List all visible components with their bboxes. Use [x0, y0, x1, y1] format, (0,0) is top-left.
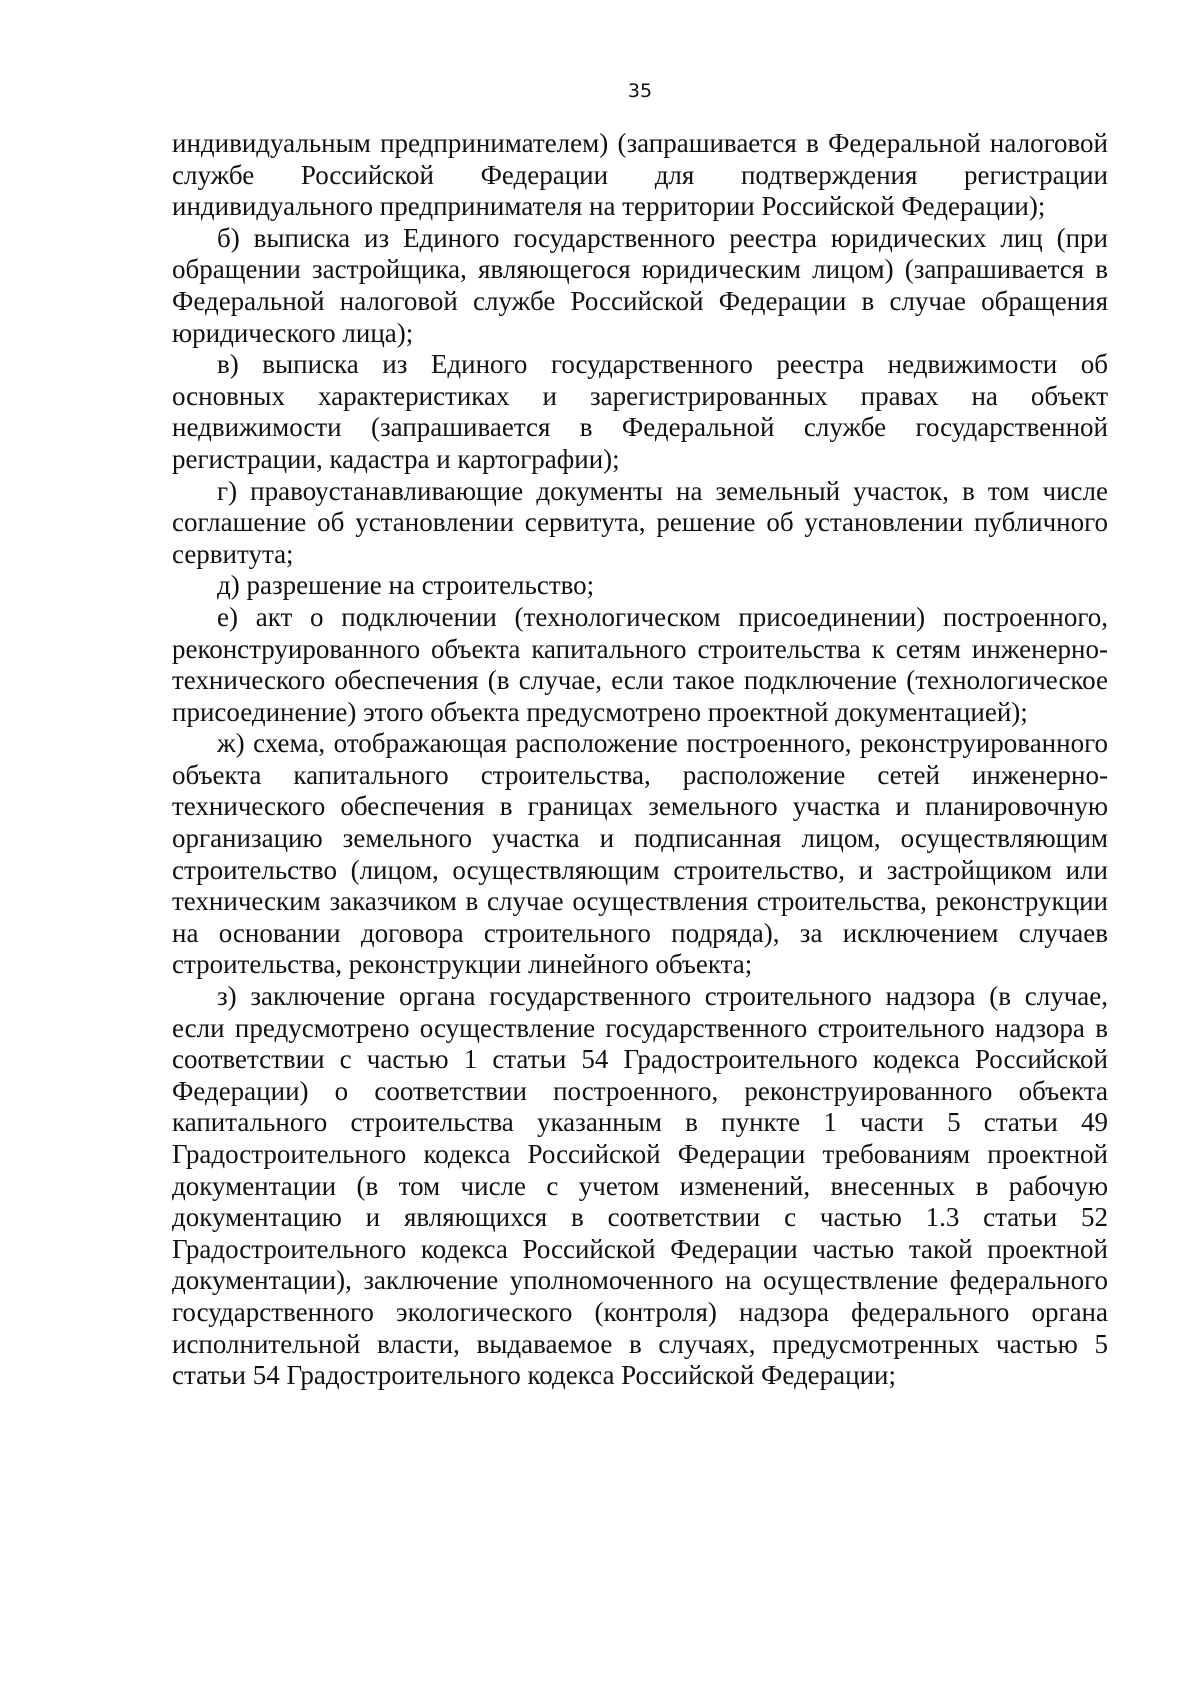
paragraph-continuation: индивидуальным предпринимателем) (запрашивается в Федеральной налоговой службе Российской Федерации для подтверждения регистрации индивидуального предпринимателя на территории Российской Федерации); [172, 128, 1108, 222]
document-body [172, 128, 1108, 1392]
paragraph-item-d: д) разрешение на строительство; [217, 570, 595, 601]
paragraph-item-g: г) правоустанавливающие документы на земельный участок, в том числе соглашение об установлении сервитута, решение об установлении публичного сервитута; [172, 475, 1108, 569]
paragraph-item-b: б) выписка из Единого государственного реестра юридических лиц (при обращении застройщика, являющегося юридическим лицом) (запрашивается в Федеральной налоговой службе Российской Федерации в случае обращения юридического лица); [172, 222, 1108, 348]
paragraph-item-e: е) акт о подключении (технологическом присоединении) построенного, реконструированного объекта капитального строительства к сетям инженерно-технического обеспечения (в случае, если такое подключение (технологическое присоединение) этого объекта предусмотрено проектной документацией); [172, 601, 1108, 727]
paragraph-item-z: з) заключение органа государственного строительного надзора (в случае, если предусмотрено осуществление государственного строительного надзора в соответствии с частью 1 статьи 54 Градостроительного кодекса Российской Федерации) о соответствии построенного, реконструированного объекта капитального строительства указанным в пункте 1 части 5 статьи 49 Градостроительного кодекса Российской Федерации требованиям проектной документации (в том числе с учетом изменений, внесенных в рабочую документацию и являющихся в соответствии с частью 1.3 статьи 52 Градостроительного кодекса Российской Федерации частью такой проектной документации), заключение уполномоченного на осуществление федерального государственного экологического (контроля) надзора федерального органа исполнительной власти, выдаваемое в случаях, предусмотренных частью 5 статьи 54 Градостроительного кодекса Российской Федерации; [172, 981, 1108, 1391]
page-number: 35 [627, 80, 653, 102]
paragraph-item-v: в) выписка из Единого государственного реестра недвижимости об основных характеристиках и зарегистрированных правах на объект недвижимости (запрашивается в Федеральной службе государственной регистрации, кадастра и картографии); [172, 349, 1108, 474]
paragraph-item-zh: ж) схема, отображающая расположение построенного, реконструированного объекта капитального строительства, расположение сетей инженерно-технического обеспечения в границах земельного участка и планировочную организацию земельного участка и подписанная лицом, осуществляющим строительство (лицом, осуществляющим строительство, и застройщиком или техническим заказчиком в случае осуществления строительства, реконструкции на основании договора строительного подряда), за исключением случаев строительства, реконструкции линейного объекта; [172, 728, 1108, 980]
